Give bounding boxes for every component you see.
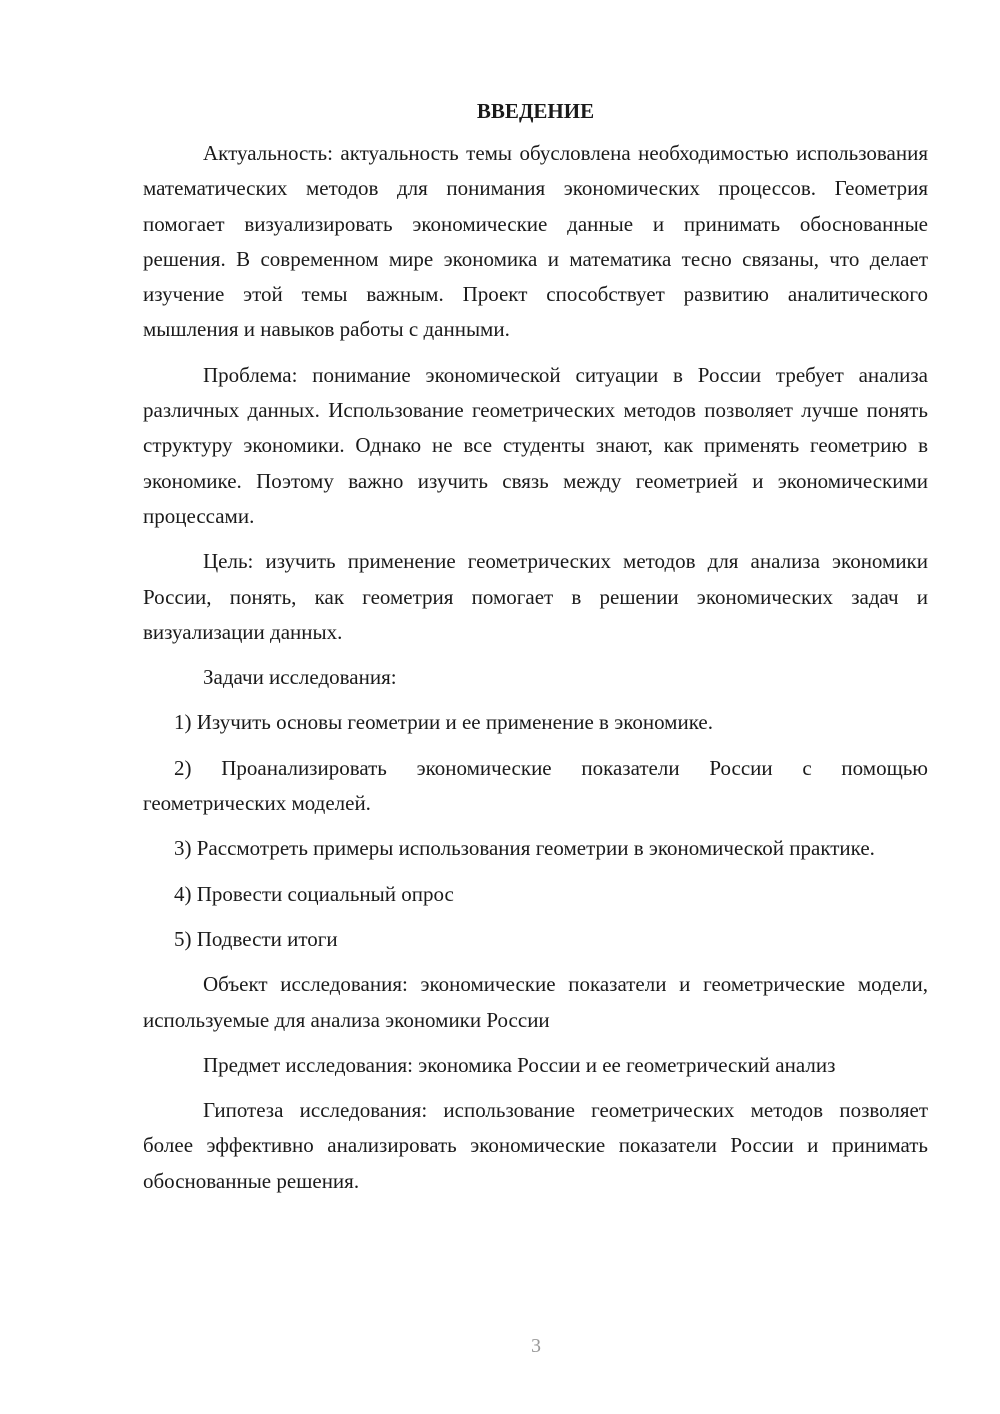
paragraph-problem: Проблема: понимание экономической ситуации в России требует анализа различных данных. Использование геометрических методов позволяет лучше понять структуру экономики. Однако не все студенты знают, как применять геометрию в экономике. Поэтому важно изучить связь между геометрией и экономическими процессами. (143, 362, 928, 528)
task-item-2: 2) Проанализировать экономические показатели России с помощью геометрических моделей. (143, 755, 928, 816)
paragraph-goal: Цель: изучить применение геометрических методов для анализа экономики России, понять, как геометрия помогает в решении экономических задач и визуализации данных. (143, 549, 928, 644)
paragraph-subject: Предмет исследования: экономика России и ее геометрический анализ (203, 1052, 836, 1077)
page-content (143, 96, 928, 1199)
page-number: 3 (531, 1335, 541, 1357)
paragraph-hypothesis: Гипотеза исследования: использование геометрических методов позволяет более эффективно анализировать экономические показатели России и принимать обоснованные решения. (143, 1098, 928, 1193)
task-item-3: 3) Рассмотреть примеры использования геометрии в экономической практике. (174, 836, 875, 861)
task-item-1: 1) Изучить основы геометрии и ее применение в экономике. (174, 710, 713, 735)
task-item-5: 5) Подвести итоги (174, 926, 338, 951)
paragraph-object: Объект исследования: экономические показатели и геометрические модели, используемые для анализа экономики России (143, 972, 928, 1032)
task-item-4: 4) Провести социальный опрос (174, 881, 454, 906)
section-heading: ВВЕДЕНИЕ (476, 99, 595, 123)
paragraph-relevance: Актуальность: актуальность темы обусловлена необходимостью использования математических методов для понимания экономических процессов. Геометрия помогает визуализировать экономические данные и принимать обоснованные решения. В современном мире экономика и математика тесно связаны, что делает изучение этой темы важным. Проект способствует развитию аналитического мышления и навыков работы с данными. (143, 141, 928, 342)
paragraph-tasks-title: Задачи исследования: (203, 665, 397, 690)
